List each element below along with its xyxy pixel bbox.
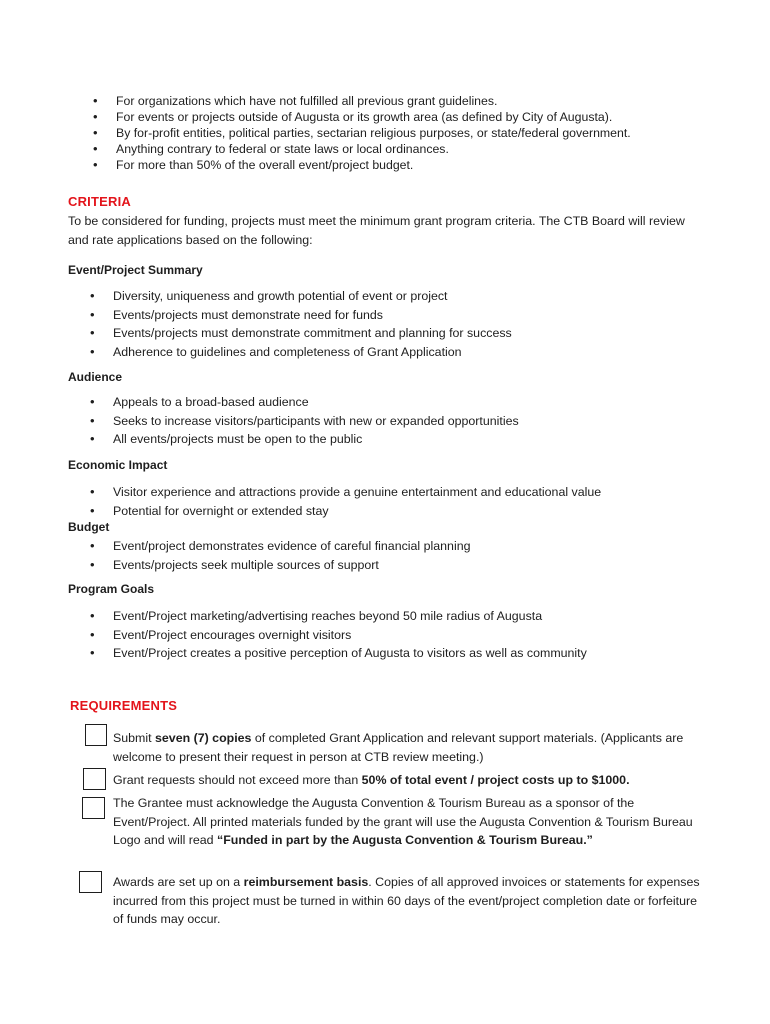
goals-criteria-list bbox=[90, 607, 730, 663]
list-item: • By for-profit entities, political parties, sectarian religious purposes, or state/federal government. bbox=[93, 125, 753, 141]
section-title-program-goals: Program Goals bbox=[68, 582, 155, 596]
exclusion-list bbox=[93, 93, 753, 173]
requirement-emphasis: 50% of total event / project costs up to $1000. bbox=[361, 773, 630, 787]
summary-criteria-list bbox=[90, 287, 730, 361]
list-item: • Appeals to a broad-based audience bbox=[90, 393, 730, 412]
list-item: • Seeks to increase visitors/participants with new or expanded opportunities bbox=[90, 412, 730, 431]
requirement-checkbox-3[interactable] bbox=[82, 797, 105, 819]
list-item: • Events/projects must demonstrate need for funds bbox=[90, 306, 730, 325]
requirement-checkbox-1[interactable] bbox=[85, 724, 107, 746]
list-item: • For events or projects outside of Augusta or its growth area (as defined by City of Augusta). bbox=[93, 109, 753, 125]
requirement-checkbox-4[interactable] bbox=[79, 871, 102, 893]
list-item: • Event/Project marketing/advertising reaches beyond 50 mile radius of Augusta bbox=[90, 607, 730, 626]
list-item: • Events/projects seek multiple sources of support bbox=[90, 556, 730, 575]
requirement-item bbox=[113, 729, 703, 766]
requirement-item bbox=[113, 794, 703, 850]
section-title-audience: Audience bbox=[68, 370, 123, 384]
requirement-text: The Grantee must acknowledge the Augusta Convention & Tourism Bureau as a sponsor of the Event/Project. All printed materials funded by the grant will use the Augusta Convention & Tourism Bureau Logo and will read bbox=[113, 796, 693, 848]
requirement-text: Submit bbox=[113, 731, 156, 745]
list-item: • For organizations which have not fulfilled all previous grant guidelines. bbox=[93, 93, 753, 109]
list-item: • Event/Project creates a positive perception of Augusta to visitors as well as community bbox=[90, 644, 730, 663]
requirement-item bbox=[113, 771, 703, 790]
requirement-text: Grant requests should not exceed more than bbox=[113, 773, 362, 787]
requirement-text: Awards are set up on a bbox=[113, 875, 244, 889]
requirement-checkbox-2[interactable] bbox=[83, 768, 106, 790]
section-title-budget: Budget bbox=[68, 520, 110, 534]
section-title-summary: Event/Project Summary bbox=[68, 263, 203, 277]
requirement-emphasis: “Funded in part by the Augusta Convention & Tourism Bureau.” bbox=[217, 833, 593, 848]
requirement-emphasis: seven (7) copies bbox=[155, 731, 252, 745]
economic-criteria-list bbox=[90, 483, 730, 520]
criteria-heading: CRITERIA bbox=[68, 194, 131, 209]
section-title-economic-impact: Economic Impact bbox=[68, 458, 168, 472]
requirement-emphasis: reimbursement basis bbox=[243, 875, 369, 889]
list-item: • All events/projects must be open to the public bbox=[90, 430, 730, 449]
list-item: • Events/projects must demonstrate commitment and planning for success bbox=[90, 324, 730, 343]
list-item: • Event/Project encourages overnight visitors bbox=[90, 626, 730, 645]
list-item: • For more than 50% of the overall event/project budget. bbox=[93, 157, 753, 173]
requirement-text: . Copies of all approved invoices or statements for expenses incurred from this project must be turned in within 60 days of the event/project completion date or forfeiture of funds may occur. bbox=[113, 875, 700, 927]
list-item: • Potential for overnight or extended stay bbox=[90, 502, 730, 521]
list-item: • Diversity, uniqueness and growth potential of event or project bbox=[90, 287, 730, 306]
requirement-item bbox=[113, 873, 703, 929]
list-item: • Adherence to guidelines and completeness of Grant Application bbox=[90, 343, 730, 362]
audience-criteria-list bbox=[90, 393, 730, 449]
list-item: • Anything contrary to federal or state laws or local ordinances. bbox=[93, 141, 753, 157]
budget-criteria-list bbox=[90, 537, 730, 574]
criteria-intro: To be considered for funding, projects must meet the minimum grant program criteria. The CTB Board will review and rate applications based on the following: bbox=[68, 214, 685, 247]
list-item: • Visitor experience and attractions provide a genuine entertainment and educational value bbox=[90, 483, 730, 502]
list-item: • Event/project demonstrates evidence of careful financial planning bbox=[90, 537, 730, 556]
requirements-heading: REQUIREMENTS bbox=[70, 698, 178, 713]
requirement-text: of completed Grant Application and relevant support materials. (Applicants are welcome to present their request in person at CTB review meeting.) bbox=[113, 731, 684, 764]
